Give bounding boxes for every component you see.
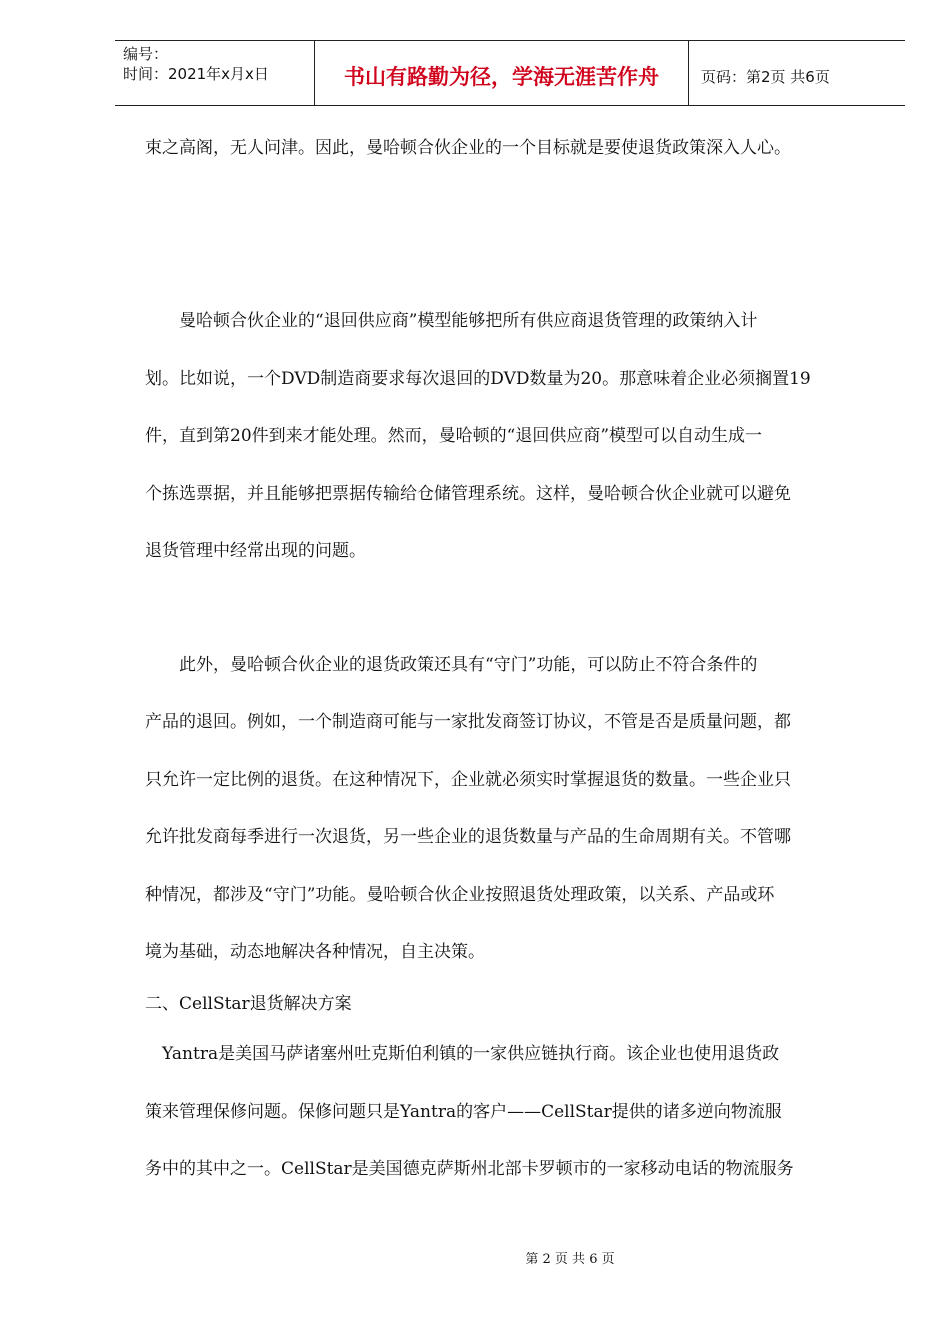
body-line: 境为基础，动态地解决各种情况，自主决策。 — [145, 942, 485, 962]
body-line: 此外，曼哈顿合伙企业的退货政策还具有“守门”功能，可以防止不符合条件的 — [145, 655, 758, 675]
header-page-info: 页码：第2页 共6页 — [701, 67, 830, 86]
body-line: 产品的退回。例如，一个制造商可能与一家批发商签订协议，不管是否是质量问题，都 — [145, 712, 791, 732]
body-line: 划。比如说，一个DVD制造商要求每次退回的DVD数量为20。那意味着企业必须搁置19 — [145, 369, 811, 389]
page-header — [115, 40, 905, 106]
body-line: 只允许一定比例的退货。在这种情况下，企业就必须实时掌握退货的数量。一些企业只 — [145, 770, 791, 790]
body-line: 曼哈顿合伙企业的“退回供应商”模型能够把所有供应商退货管理的政策纳入计 — [145, 311, 758, 331]
body-line: 允许批发商每季进行一次退货，另一些企业的退货数量与产品的生命周期有关。不管哪 — [145, 827, 791, 847]
body-line: 种情况，都涉及“守门”功能。曼哈顿合伙企业按照退货处理政策，以关系、产品或环 — [145, 885, 775, 905]
body-line: 件，直到第20件到来才能处理。然而，曼哈顿的“退回供应商”模型可以自动生成一 — [145, 426, 763, 446]
body-line: 退货管理中经常出现的问题。 — [145, 541, 366, 561]
body-line: 策来管理保修问题。保修问题只是Yantra的客户——CellStar提供的诸多逆向物流服 — [145, 1102, 782, 1122]
document-time-label: 时间：2021年x月x日 — [123, 65, 269, 83]
body-line: 束之高阁，无人问津。因此，曼哈顿合伙企业的一个目标就是要使退货政策深入人心。 — [145, 138, 791, 158]
body-line: 个拣选票据，并且能够把票据传输给仓储管理系统。这样，曼哈顿合伙企业就可以避免 — [145, 484, 791, 504]
header-motto: 书山有路勤为径，学海无涯苦作舟 — [315, 41, 689, 105]
document-number-label: 编号： — [123, 45, 169, 63]
body-line: Yantra是美国马萨诸塞州吐克斯伯利镇的一家供应链执行商。该企业也使用退货政 — [145, 1044, 780, 1064]
section-heading: 二、CellStar退货解决方案 — [145, 994, 352, 1014]
page-footer: 第 2 页 共 6 页 — [525, 1252, 615, 1267]
header-meta — [115, 41, 315, 105]
body-line: 务中的其中之一。CellStar是美国德克萨斯州北部卡罗顿市的一家移动电话的物流服务 — [145, 1159, 794, 1179]
